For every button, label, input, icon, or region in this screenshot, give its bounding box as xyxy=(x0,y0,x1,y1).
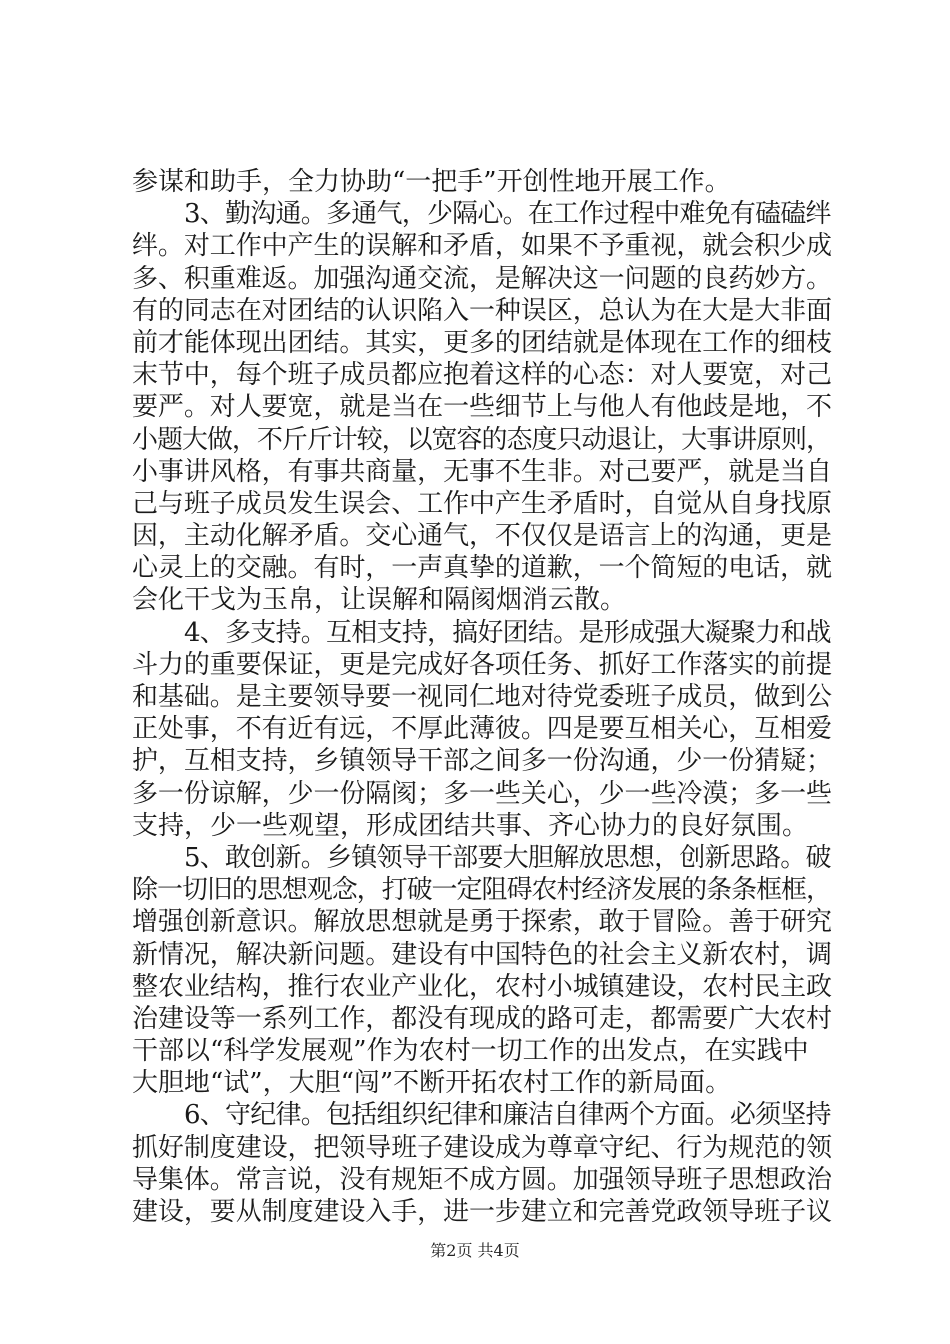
text-line: 己与班子成员发生误会、工作中产生矛盾时，自觉从自身找原 xyxy=(132,488,832,519)
document-body xyxy=(132,166,832,1228)
text-line: 会化干戈为玉帛，让误解和隔阂烟消云散。 xyxy=(132,585,627,616)
text-line: 建设，要从制度建设入手，进一步建立和完善党政领导班子议 xyxy=(132,1197,832,1227)
text-line: 大胆地“试”，大胆“闯”不断开拓农村工作的新局面。 xyxy=(132,1068,732,1099)
text-line: 4、多支持。互相支持，搞好团结。是形成强大凝聚力和战 xyxy=(184,617,831,648)
page-footer: 第2页 共4页 xyxy=(430,1241,520,1260)
text-line: 绊。对工作中产生的误解和矛盾，如果不予重视，就会积少成 xyxy=(132,231,832,262)
text-line: 抓好制度建设，把领导班子建设成为尊章守纪、行为规范的领 xyxy=(132,1132,832,1163)
text-line: 小题大做，不斤斤计较，以宽容的态度只动退让，大事讲原则， xyxy=(132,424,831,455)
text-line: 前才能体现出团结。其实，更多的团结就是体现在工作的细枝 xyxy=(132,327,832,358)
text-line: 整农业结构，推行农业产业化，农村小城镇建设，农村民主政 xyxy=(132,971,832,1002)
text-line: 新情况，解决新问题。建设有中国特色的社会主义新农村，调 xyxy=(132,939,832,970)
text-line: 3、勤沟通。多通气，少隔心。在工作过程中难免有磕磕绊 xyxy=(184,199,831,230)
text-line: 有的同志在对团结的认识陷入一种误区，总认为在大是大非面 xyxy=(132,295,832,326)
text-line: 多、积重难返。加强沟通交流，是解决这一问题的良药妙方。 xyxy=(132,263,832,294)
text-line: 导集体。常言说，没有规矩不成方圆。加强领导班子思想政治 xyxy=(132,1164,832,1195)
text-line: 要严。对人要宽，就是当在一些细节上与他人有他歧是地，不 xyxy=(132,392,832,423)
text-line: 和基础。是主要领导要一视同仁地对待党委班子成员，做到公 xyxy=(132,682,832,712)
text-line: 治建设等一系列工作，都没有现成的路可走，都需要广大农村 xyxy=(132,1003,832,1034)
text-line: 6、守纪律。包括组织纪律和廉洁自律两个方面。必须坚持 xyxy=(184,1100,831,1131)
text-line: 末节中，每个班子成员都应抱着这样的心态：对人要宽，对己 xyxy=(132,360,832,391)
text-line: 除一切旧的思想观念，打破一定阻碍农村经济发展的条条框框， xyxy=(132,875,831,906)
text-line: 斗力的重要保证，更是完成好各项任务、抓好工作落实的前提 xyxy=(132,649,832,680)
text-line: 5、敢创新。乡镇领导干部要大胆解放思想，创新思路。破 xyxy=(184,842,831,873)
text-line: 多一份谅解，少一份隔阂；多一些关心，少一些冷漠；多一些 xyxy=(132,778,832,809)
text-line: 心灵上的交融。有时，一声真挚的道歉，一个简短的电话，就 xyxy=(132,553,832,584)
text-line: 支持，少一些观望，形成团结共事、齐心协力的良好氛围。 xyxy=(132,810,809,841)
text-line: 因，主动化解矛盾。交心通气，不仅仅是语言上的沟通，更是 xyxy=(132,521,832,552)
text-line: 增强创新意识。解放思想就是勇于探索，敢于冒险。善于研究 xyxy=(132,907,832,938)
text-line: 正处事，不有近有远，不厚此薄彼。四是要互相关心，互相爱 xyxy=(132,714,832,745)
text-line: 护，互相支持，乡镇领导干部之间多一份沟通，少一份猜疑； xyxy=(132,746,832,777)
text-line: 参谋和助手，全力协助“一把手”开创性地开展工作。 xyxy=(132,167,731,197)
text-line: 干部以“科学发展观”作为农村一切工作的出发点，在实践中 xyxy=(132,1036,809,1067)
text-line: 小事讲风格，有事共商量，无事不生非。对己要严，就是当自 xyxy=(132,456,832,487)
